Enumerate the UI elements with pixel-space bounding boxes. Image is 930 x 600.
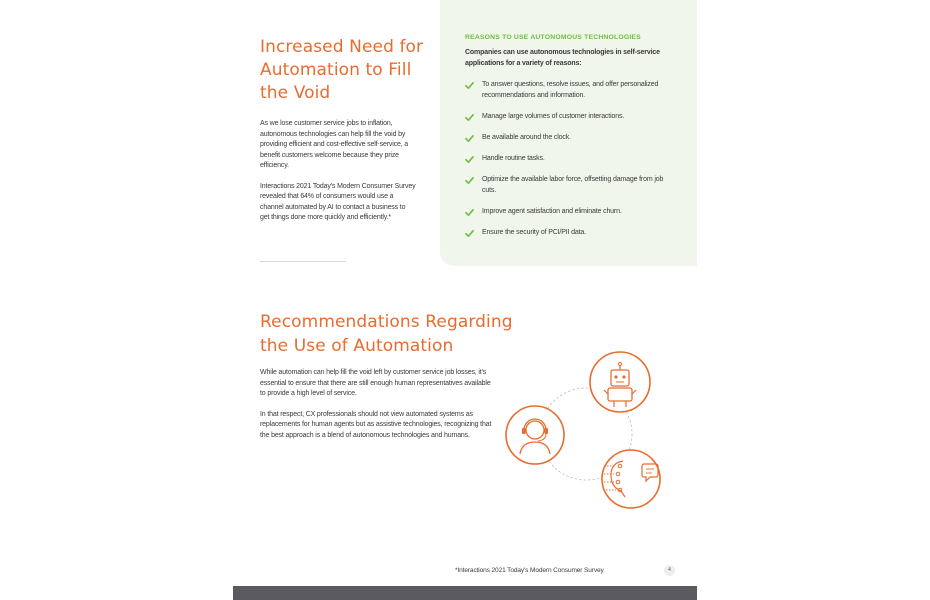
reason-text: Improve agent satisfaction and eliminate churn. xyxy=(482,208,622,215)
ai-brain-chat-icon xyxy=(602,450,660,508)
reason-text: To answer questions, resolve issues, and offer personalized recommendations and information. xyxy=(482,81,659,99)
footer-bar xyxy=(233,586,697,600)
robot-icon xyxy=(590,352,650,412)
panel-title: REASONS TO USE AUTONOMOUS TECHNOLOGIES xyxy=(465,34,641,41)
reasons-panel xyxy=(440,0,697,266)
section-title-increased-need: Increased Need for Automation to Fill the Void xyxy=(260,37,424,103)
section-body-increased-need xyxy=(260,119,416,234)
reason-text: Ensure the security of PCI/PII data. xyxy=(482,229,586,236)
page-number: 4 xyxy=(664,565,675,576)
panel-intro: Companies can use autonomous technologies in self-service applications for a variety of reasons: xyxy=(465,49,660,67)
human-ai-blend-illustration xyxy=(498,346,668,516)
footnote: *Interactions 2021 Today's Modern Consumer Survey xyxy=(455,567,604,574)
reason-text: Handle routine tasks. xyxy=(482,155,545,162)
check-icon xyxy=(465,155,474,164)
paragraph: Interactions 2021 Today's Modern Consumer Survey revealed that 64% of consumers would use a channel automated by AI to contact a business to get things done more quickly and efficiently.* xyxy=(260,182,416,221)
paragraph: In that respect, CX professionals should not view automated systems as replacements for human agents but as assistive technologies, recognizing that the best approach is a blend of autonomous technologies and humans. xyxy=(260,410,492,439)
paragraph: As we lose customer service jobs to inflation, autonomous technologies can help fill the void by providing efficient and cost-effective self-service, a benefit customers welcome because they prize efficiency. xyxy=(260,120,409,169)
section-body-recommendations xyxy=(260,368,492,451)
paragraph: While automation can help fill the void left by customer service job losses, it's essential to ensure that there are still enough human representatives available to provide a high level of service. xyxy=(260,369,491,397)
agent-headset-icon xyxy=(506,406,564,464)
check-icon xyxy=(465,113,474,122)
check-icon xyxy=(465,176,474,185)
check-icon xyxy=(465,81,474,90)
reason-text: Optimize the available labor force, offsetting damage from job cuts. xyxy=(482,176,664,194)
divider xyxy=(260,261,346,262)
section-title-recommendations: Recommendations Regarding the Use of Automation xyxy=(260,312,513,356)
reason-text: Be available around the clock. xyxy=(482,134,571,141)
reason-text: Manage large volumes of customer interactions. xyxy=(482,113,625,120)
check-icon xyxy=(465,229,474,238)
check-icon xyxy=(465,134,474,143)
check-icon xyxy=(465,208,474,217)
